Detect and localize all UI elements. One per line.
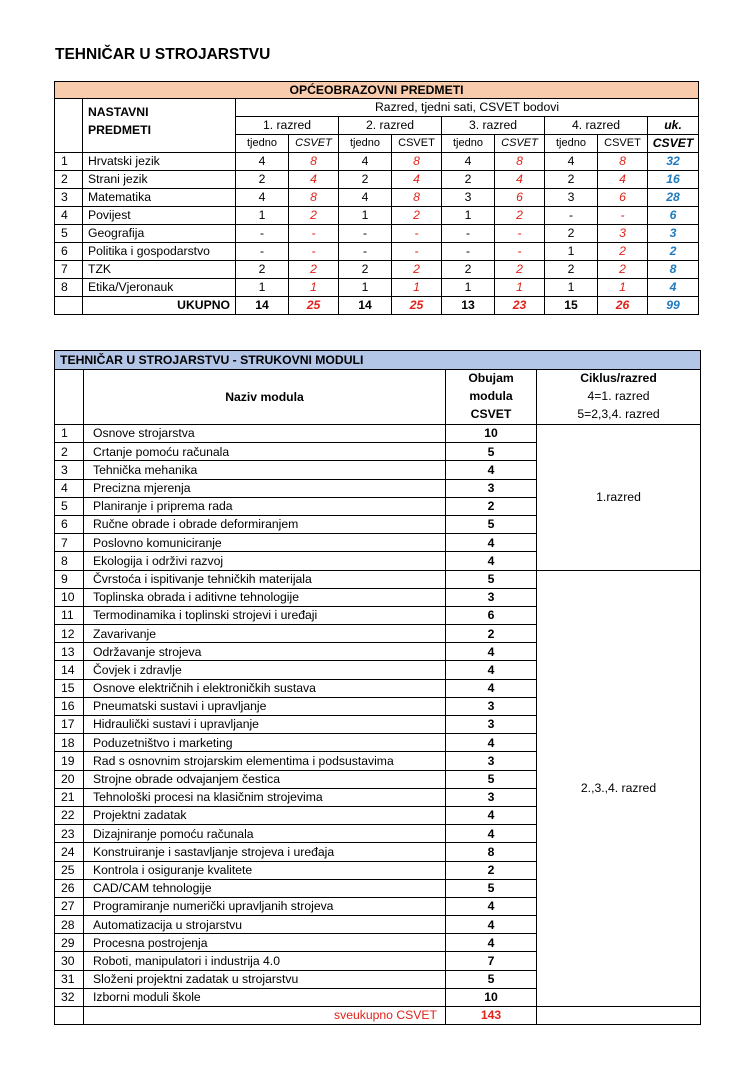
total-csvet: 25	[392, 297, 442, 315]
cycle-group-2: 2.,3.,4. razred	[537, 570, 701, 1007]
module-name: Planiranje i priprema rada	[84, 497, 446, 515]
module-name: Crtanje pomoću računala	[84, 443, 446, 461]
total-label: UKUPNO	[83, 297, 236, 315]
total-weekly: 14	[236, 297, 289, 315]
module-number: 31	[55, 970, 84, 988]
total-col-header: uk.	[648, 117, 699, 135]
subject-csvet: 4	[392, 171, 442, 189]
subject-csvet: 2	[598, 261, 648, 279]
module-row	[55, 425, 701, 443]
module-name: Osnove električnih i elektroničkih sustava	[84, 679, 446, 697]
grade-header: 1. razred	[236, 117, 339, 135]
subject-csvet: 6	[495, 189, 545, 207]
module-csvet: 10	[446, 425, 537, 443]
module-number: 4	[55, 479, 84, 497]
subject-csvet: -	[392, 225, 442, 243]
module-number: 7	[55, 534, 84, 552]
subject-total: 8	[648, 261, 699, 279]
grand-total: 99	[648, 297, 699, 315]
subject-name: Politika i gospodarstvo	[83, 243, 236, 261]
subject-weekly: -	[339, 225, 392, 243]
subject-weekly: 1	[339, 279, 392, 297]
module-number: 20	[55, 770, 84, 788]
module-csvet: 5	[446, 879, 537, 897]
module-name: Poduzetništvo i marketing	[84, 734, 446, 752]
module-name: Osnove strojarstva	[84, 425, 446, 443]
subject-weekly: 1	[545, 243, 598, 261]
subjects-column-header	[83, 99, 236, 153]
module-csvet: 5	[446, 515, 537, 533]
modules-table	[54, 350, 701, 1025]
weekly-subheader: tjedno	[545, 135, 598, 153]
module-name: Rad s osnovnim strojarskim elementima i podsustavima	[84, 752, 446, 770]
subject-csvet: 2	[392, 261, 442, 279]
module-csvet: 4	[446, 806, 537, 824]
module-name: Dizajniranje pomoću računala	[84, 825, 446, 843]
subject-total: 32	[648, 153, 699, 171]
module-csvet: 4	[446, 934, 537, 952]
modules-total-value: 143	[446, 1007, 537, 1025]
module-csvet: 4	[446, 643, 537, 661]
grade-header: 2. razred	[339, 117, 442, 135]
subject-csvet: 2	[392, 207, 442, 225]
subject-csvet: -	[495, 225, 545, 243]
subject-csvet: -	[289, 243, 339, 261]
volume-header-line2: modula	[469, 389, 513, 404]
subject-csvet: 4	[495, 171, 545, 189]
subject-csvet: 1	[289, 279, 339, 297]
subject-row	[55, 261, 699, 279]
subject-row	[55, 279, 699, 297]
csvet-subheader: CSVET	[495, 135, 545, 153]
module-csvet: 4	[446, 679, 537, 697]
grade-header: 3. razred	[442, 117, 545, 135]
subject-csvet: 3	[598, 225, 648, 243]
module-name: Toplinska obrada i aditivne tehnologije	[84, 588, 446, 606]
module-csvet: 3	[446, 788, 537, 806]
subject-csvet: 8	[289, 153, 339, 171]
module-number: 30	[55, 952, 84, 970]
subject-weekly: 2	[545, 225, 598, 243]
subject-weekly: 2	[545, 261, 598, 279]
cycle-header-line2: 4=1. razred	[587, 389, 650, 404]
total-weekly: 14	[339, 297, 392, 315]
subject-weekly: 2	[442, 261, 495, 279]
module-number: 11	[55, 606, 84, 624]
subject-weekly: -	[339, 243, 392, 261]
module-volume-header	[446, 370, 537, 425]
module-number: 26	[55, 879, 84, 897]
module-csvet: 8	[446, 843, 537, 861]
subject-row	[55, 243, 699, 261]
module-number: 18	[55, 734, 84, 752]
subject-csvet: -	[289, 225, 339, 243]
subject-name: Geografija	[83, 225, 236, 243]
general-subjects-table	[54, 81, 699, 315]
module-number: 1	[55, 425, 84, 443]
general-band-header: OPĆEOBRAZOVNI PREDMETI	[55, 82, 699, 99]
module-cycle-header	[537, 370, 701, 425]
subject-csvet: -	[598, 207, 648, 225]
total-csvet: 23	[495, 297, 545, 315]
module-number: 25	[55, 861, 84, 879]
module-number: 12	[55, 625, 84, 643]
module-name: CAD/CAM tehnologije	[84, 879, 446, 897]
subject-name: Etika/Vjeronauk	[83, 279, 236, 297]
subject-number: 2	[55, 171, 83, 189]
module-csvet: 4	[446, 897, 537, 915]
module-number: 10	[55, 588, 84, 606]
subject-csvet: 2	[598, 243, 648, 261]
module-csvet: 6	[446, 606, 537, 624]
csvet-subheader: CSVET	[598, 135, 648, 153]
module-name: Strojne obrade odvajanjem čestica	[84, 770, 446, 788]
total-csvet: 25	[289, 297, 339, 315]
subject-name: Strani jezik	[83, 171, 236, 189]
module-name: Ekologija i održivi razvoj	[84, 552, 446, 570]
weekly-subheader: tjedno	[339, 135, 392, 153]
subject-weekly: 2	[236, 261, 289, 279]
module-number: 3	[55, 461, 84, 479]
subject-weekly: 1	[339, 207, 392, 225]
page-title: TEHNIČAR U STROJARSTVU	[55, 46, 271, 63]
subject-weekly: -	[236, 225, 289, 243]
module-number: 17	[55, 716, 84, 734]
total-csvet-subheader: CSVET	[648, 135, 699, 153]
module-number: 27	[55, 897, 84, 915]
module-csvet: 3	[446, 697, 537, 715]
subject-name: Povijest	[83, 207, 236, 225]
module-csvet: 2	[446, 861, 537, 879]
module-csvet: 7	[446, 952, 537, 970]
module-name: Tehnička mehanika	[84, 461, 446, 479]
module-number: 24	[55, 843, 84, 861]
module-csvet: 3	[446, 752, 537, 770]
module-csvet: 5	[446, 443, 537, 461]
module-name: Hidraulički sustavi i upravljanje	[84, 716, 446, 734]
module-name: Izborni moduli škole	[84, 988, 446, 1006]
subject-csvet: 8	[598, 153, 648, 171]
modules-total-label: sveukupno CSVET	[84, 1007, 446, 1025]
module-name: Projektni zadatak	[84, 806, 446, 824]
subject-weekly: 2	[339, 171, 392, 189]
subject-weekly: 2	[339, 261, 392, 279]
module-name: Precizna mjerenja	[84, 479, 446, 497]
module-name: Čvrstoća i ispitivanje tehničkih materijala	[84, 570, 446, 588]
subject-weekly: -	[236, 243, 289, 261]
subject-weekly: 4	[339, 189, 392, 207]
subject-row	[55, 171, 699, 189]
subject-weekly: 4	[236, 189, 289, 207]
module-csvet: 2	[446, 625, 537, 643]
cycle-header-line1: Ciklus/razred	[580, 371, 657, 386]
module-csvet: 3	[446, 588, 537, 606]
subject-total: 3	[648, 225, 699, 243]
weekly-subheader: tjedno	[442, 135, 495, 153]
subject-csvet: 8	[495, 153, 545, 171]
subject-row	[55, 225, 699, 243]
module-number: 5	[55, 497, 84, 515]
module-csvet: 4	[446, 552, 537, 570]
module-number: 13	[55, 643, 84, 661]
module-name: Pneumatski sustavi i upravljanje	[84, 697, 446, 715]
subject-weekly: 3	[442, 189, 495, 207]
module-name: Konstruiranje i sastavljanje strojeva i uređaja	[84, 843, 446, 861]
module-number: 2	[55, 443, 84, 461]
grade-header: 4. razred	[545, 117, 648, 135]
module-csvet: 4	[446, 461, 537, 479]
module-number: 6	[55, 515, 84, 533]
subject-name: Hrvatski jezik	[83, 153, 236, 171]
subject-number: 6	[55, 243, 83, 261]
subject-csvet: 2	[495, 261, 545, 279]
cycle-group-1: 1.razred	[537, 425, 701, 571]
module-csvet: 5	[446, 570, 537, 588]
subject-total: 6	[648, 207, 699, 225]
subject-weekly: 4	[442, 153, 495, 171]
subject-weekly: 4	[545, 153, 598, 171]
subject-total: 4	[648, 279, 699, 297]
subjects-header-line2: PREDMETI	[88, 123, 151, 138]
subject-weekly: 2	[545, 171, 598, 189]
module-number: 15	[55, 679, 84, 697]
subject-row	[55, 207, 699, 225]
module-csvet: 2	[446, 497, 537, 515]
module-name: Složeni projektni zadatak u strojarstvu	[84, 970, 446, 988]
subject-weekly: 1	[442, 207, 495, 225]
module-name: Čovjek i zdravlje	[84, 661, 446, 679]
subject-weekly: -	[545, 207, 598, 225]
subject-weekly: 1	[236, 279, 289, 297]
module-csvet: 4	[446, 534, 537, 552]
module-number: 16	[55, 697, 84, 715]
subject-weekly: 4	[339, 153, 392, 171]
module-name: Kontrola i osiguranje kvalitete	[84, 861, 446, 879]
subject-csvet: 8	[392, 189, 442, 207]
module-name: Zavarivanje	[84, 625, 446, 643]
volume-header-line3: CSVET	[470, 406, 512, 421]
module-csvet: 4	[446, 661, 537, 679]
subject-number: 8	[55, 279, 83, 297]
module-csvet: 3	[446, 716, 537, 734]
module-name: Održavanje strojeva	[84, 643, 446, 661]
subject-total: 2	[648, 243, 699, 261]
weekly-subheader: tjedno	[236, 135, 289, 153]
module-name: Tehnološki procesi na klasičnim strojevima	[84, 788, 446, 806]
subject-csvet: 2	[289, 261, 339, 279]
module-name: Ručne obrade i obrade deformiranjem	[84, 515, 446, 533]
subject-weekly: 2	[442, 171, 495, 189]
subject-csvet: 8	[392, 153, 442, 171]
module-name: Poslovno komuniciranje	[84, 534, 446, 552]
module-name: Automatizacija u strojarstvu	[84, 916, 446, 934]
module-row	[55, 570, 701, 588]
module-number: 9	[55, 570, 84, 588]
subject-csvet: 4	[598, 171, 648, 189]
module-number: 32	[55, 988, 84, 1006]
subject-csvet: -	[392, 243, 442, 261]
subject-weekly: 4	[236, 153, 289, 171]
subject-csvet: 1	[598, 279, 648, 297]
module-csvet: 4	[446, 734, 537, 752]
subject-number: 5	[55, 225, 83, 243]
module-csvet: 4	[446, 916, 537, 934]
volume-header-line1: Obujam	[468, 371, 514, 386]
total-row-blank	[55, 297, 83, 315]
subject-weekly: 3	[545, 189, 598, 207]
total-csvet: 26	[598, 297, 648, 315]
subject-csvet: 8	[289, 189, 339, 207]
subject-weekly: -	[442, 243, 495, 261]
subject-number: 3	[55, 189, 83, 207]
module-csvet: 5	[446, 770, 537, 788]
module-name: Termodinamika i toplinski strojevi i uređaji	[84, 606, 446, 624]
total-weekly: 13	[442, 297, 495, 315]
subject-weekly: -	[442, 225, 495, 243]
modules-band-header: TEHNIČAR U STROJARSTVU - STRUKOVNI MODULI	[55, 351, 701, 370]
subject-csvet: 4	[289, 171, 339, 189]
subject-weekly: 2	[236, 171, 289, 189]
subject-weekly: 1	[545, 279, 598, 297]
subject-csvet: 2	[495, 207, 545, 225]
module-number: 21	[55, 788, 84, 806]
csvet-subheader: CSVET	[392, 135, 442, 153]
module-name: Procesna postrojenja	[84, 934, 446, 952]
module-number: 28	[55, 916, 84, 934]
cycle-header-line3: 5=2,3,4. razred	[577, 406, 660, 421]
module-number: 29	[55, 934, 84, 952]
module-name: Programiranje numerički upravljanih strojeva	[84, 897, 446, 915]
subject-csvet: -	[495, 243, 545, 261]
subject-total: 28	[648, 189, 699, 207]
module-name-header: Naziv modula	[84, 370, 446, 425]
subject-number: 1	[55, 153, 83, 171]
module-number: 19	[55, 752, 84, 770]
subject-row	[55, 153, 699, 171]
module-csvet: 5	[446, 970, 537, 988]
subject-name: TZK	[83, 261, 236, 279]
module-name: Roboti, manipulatori i industrija 4.0	[84, 952, 446, 970]
subject-weekly: 1	[442, 279, 495, 297]
module-csvet: 10	[446, 988, 537, 1006]
subject-number: 7	[55, 261, 83, 279]
subject-csvet: 2	[289, 207, 339, 225]
subject-csvet: 1	[495, 279, 545, 297]
module-number: 8	[55, 552, 84, 570]
module-number: 22	[55, 806, 84, 824]
total-weekly: 15	[545, 297, 598, 315]
module-number: 14	[55, 661, 84, 679]
subjects-header-line1: NASTAVNI	[88, 105, 149, 119]
subject-row	[55, 189, 699, 207]
subject-csvet: 1	[392, 279, 442, 297]
subject-csvet: 6	[598, 189, 648, 207]
csvet-subheader: CSVET	[289, 135, 339, 153]
subject-weekly: 1	[236, 207, 289, 225]
subject-total: 16	[648, 171, 699, 189]
module-csvet: 3	[446, 479, 537, 497]
subject-number: 4	[55, 207, 83, 225]
module-number: 23	[55, 825, 84, 843]
subject-name: Matematika	[83, 189, 236, 207]
module-csvet: 4	[446, 825, 537, 843]
group-header: Razred, tjedni sati, CSVET bodovi	[236, 99, 699, 117]
